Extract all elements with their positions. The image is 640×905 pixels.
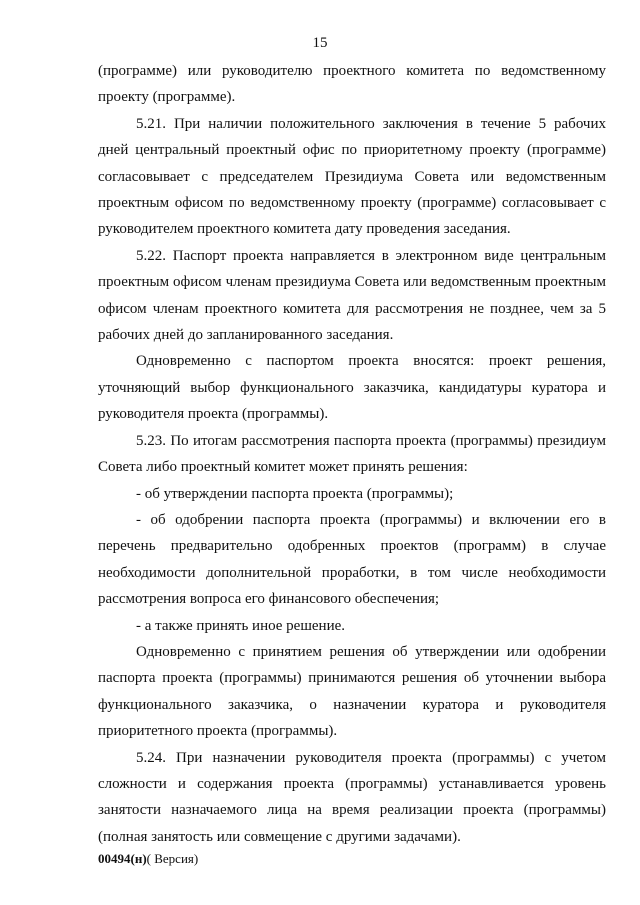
paragraph-continuation: (программе) или руководителю проектного комитета по ведомственному проекту (программе). [98,63,606,106]
page-number: 15 [312,35,328,51]
paragraph-5-21: 5.21. При наличии положительного заключения в течение 5 рабочих дней центральный проектный офис по приоритетному проекту (программе) согласовывает с председателем Президиума Совета или ведомственным проектным офисом по ведомственному проекту (программе) согласовывает с руководителем проектного комитета дату проведения заседания. [98,115,606,238]
list-item-approval: - об утверждении паспорта проекта (программы); [136,485,454,502]
document-code: 00494(н) [98,851,147,866]
document-body [98,58,606,850]
paragraph-5-24: 5.24. При назначении руководителя проекта (программы) с учетом сложности и содержания проекта (программы) устанавливается уровень занятости назначаемого лица на время реализации проекта (программы) (полная занятость или совмещение с другими задачами). [98,749,606,845]
list-item-preliminary-approval: - об одобрении паспорта проекта (программы) и включении его в перечень предварительно одобренных проектов (программ) в случае необходимости дополнительной проработки, в том числе необходимости рассмотрения вопроса его финансового обеспечения; [98,511,606,608]
document-footer [98,851,198,867]
paragraph-simultaneous-decision: Одновременно с принятием решения об утверждении или одобрении паспорта проекта (программы) принимаются решения об уточнении выбора функционального заказчика, о назначении куратора и руководителя приоритетного проекта (программы). [98,643,606,740]
document-version: ( Версия) [146,851,199,866]
paragraph-simultaneous-submission: Одновременно с паспортом проекта вносятся: проект решения, уточняющий выбор функционального заказчика, кандидатуры куратора и руководителя проекта (программы). [98,353,606,423]
paragraph-5-22: 5.22. Паспорт проекта направляется в электронном виде центральным проектным офисом членам президиума Совета или ведомственным проектным офисом членам проектного комитета для рассмотрения не позднее, чем за 5 рабочих дней до запланированного заседания. [98,247,606,344]
list-item-other-decision: - а также принять иное решение. [136,617,346,634]
paragraph-5-23: 5.23. По итогам рассмотрения паспорта проекта (программы) президиум Совета либо проектный комитет может принять решения: [98,432,606,476]
